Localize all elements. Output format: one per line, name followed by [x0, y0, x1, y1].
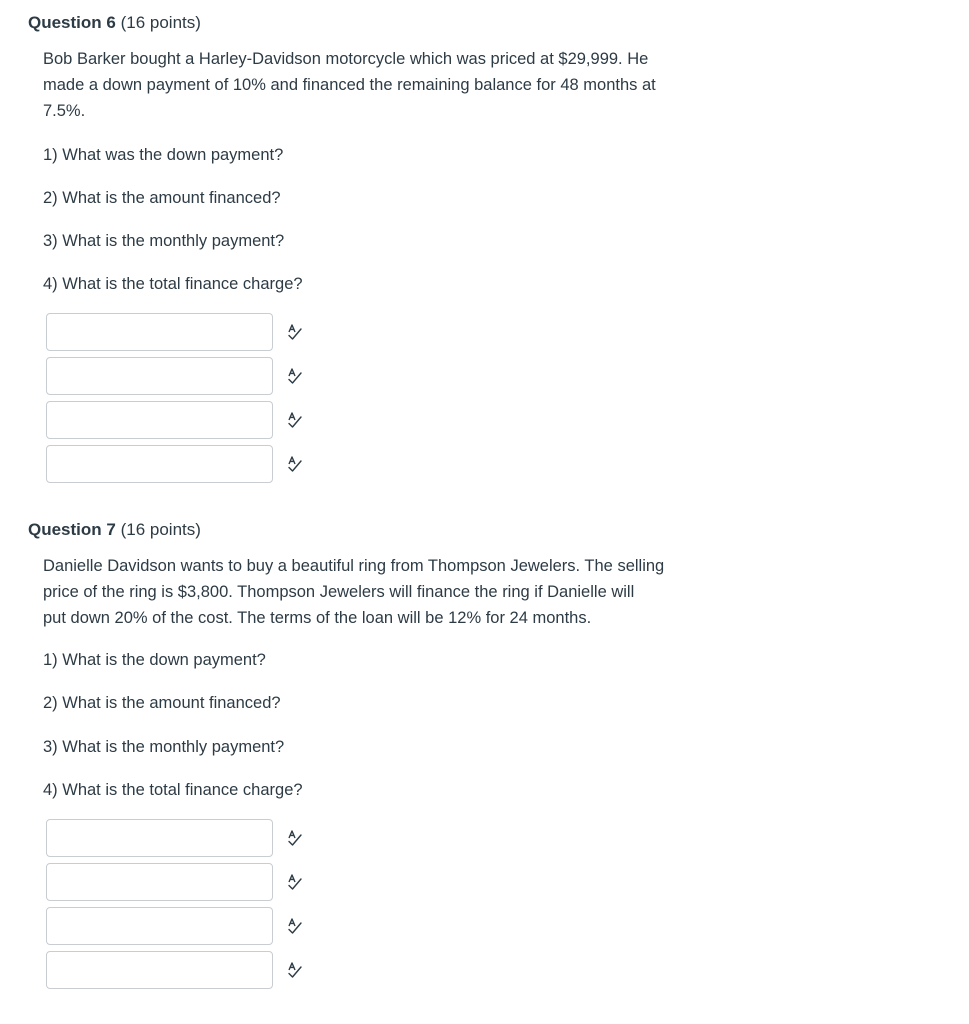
- question-points: (16 points): [120, 13, 201, 32]
- answer-row-2: [46, 357, 346, 395]
- answer-input-2[interactable]: [46, 863, 273, 901]
- spell-check-icon[interactable]: [286, 873, 304, 891]
- answer-row-1: [46, 313, 346, 351]
- answer-row-3: [46, 907, 346, 945]
- answer-input-3[interactable]: [46, 401, 273, 439]
- spell-check-icon[interactable]: [286, 367, 304, 385]
- answer-input-4[interactable]: [46, 445, 273, 483]
- question-text-line: put down 20% of the cost. The terms of the loan will be 12% for 24 months.: [43, 609, 592, 627]
- subquestion-1: 1) What is the down payment?: [43, 651, 266, 669]
- answer-input-3[interactable]: [46, 907, 273, 945]
- question-header: [28, 518, 201, 542]
- question-text-line: Bob Barker bought a Harley-Davidson motorcycle which was priced at $29,999. He: [43, 50, 649, 68]
- answer-row-4: [46, 445, 346, 483]
- answer-input-4[interactable]: [46, 951, 273, 989]
- subquestion-2: 2) What is the amount financed?: [43, 189, 281, 207]
- subquestion-2: 2) What is the amount financed?: [43, 694, 281, 712]
- spell-check-icon[interactable]: [286, 323, 304, 341]
- question-text: [43, 553, 723, 631]
- answer-row-2: [46, 863, 346, 901]
- answer-row-4: [46, 951, 346, 989]
- question-points: (16 points): [120, 520, 201, 539]
- subquestion-3: 3) What is the monthly payment?: [43, 738, 285, 756]
- spell-check-icon[interactable]: [286, 455, 304, 473]
- answer-input-2[interactable]: [46, 357, 273, 395]
- question-text-line: price of the ring is $3,800. Thompson Jewelers will finance the ring if Danielle will: [43, 583, 635, 601]
- answer-input-1[interactable]: [46, 313, 273, 351]
- question-title: Question 6: [28, 13, 116, 32]
- question-text-line: made a down payment of 10% and financed the remaining balance for 48 months at: [43, 76, 656, 94]
- question-title: Question 7: [28, 520, 116, 539]
- answer-row-3: [46, 401, 346, 439]
- answer-input-1[interactable]: [46, 819, 273, 857]
- spell-check-icon[interactable]: [286, 829, 304, 847]
- answer-row-1: [46, 819, 346, 857]
- question-text-line: 7.5%.: [43, 102, 86, 120]
- spell-check-icon[interactable]: [286, 917, 304, 935]
- subquestion-1: 1) What was the down payment?: [43, 146, 284, 164]
- question-header: [28, 11, 201, 35]
- question-text-line: Danielle Davidson wants to buy a beautiful ring from Thompson Jewelers. The selling: [43, 557, 665, 575]
- spell-check-icon[interactable]: [286, 961, 304, 979]
- question-text: [43, 46, 723, 124]
- subquestion-3: 3) What is the monthly payment?: [43, 232, 285, 250]
- subquestion-4: 4) What is the total finance charge?: [43, 781, 303, 799]
- spell-check-icon[interactable]: [286, 411, 304, 429]
- subquestion-4: 4) What is the total finance charge?: [43, 275, 303, 293]
